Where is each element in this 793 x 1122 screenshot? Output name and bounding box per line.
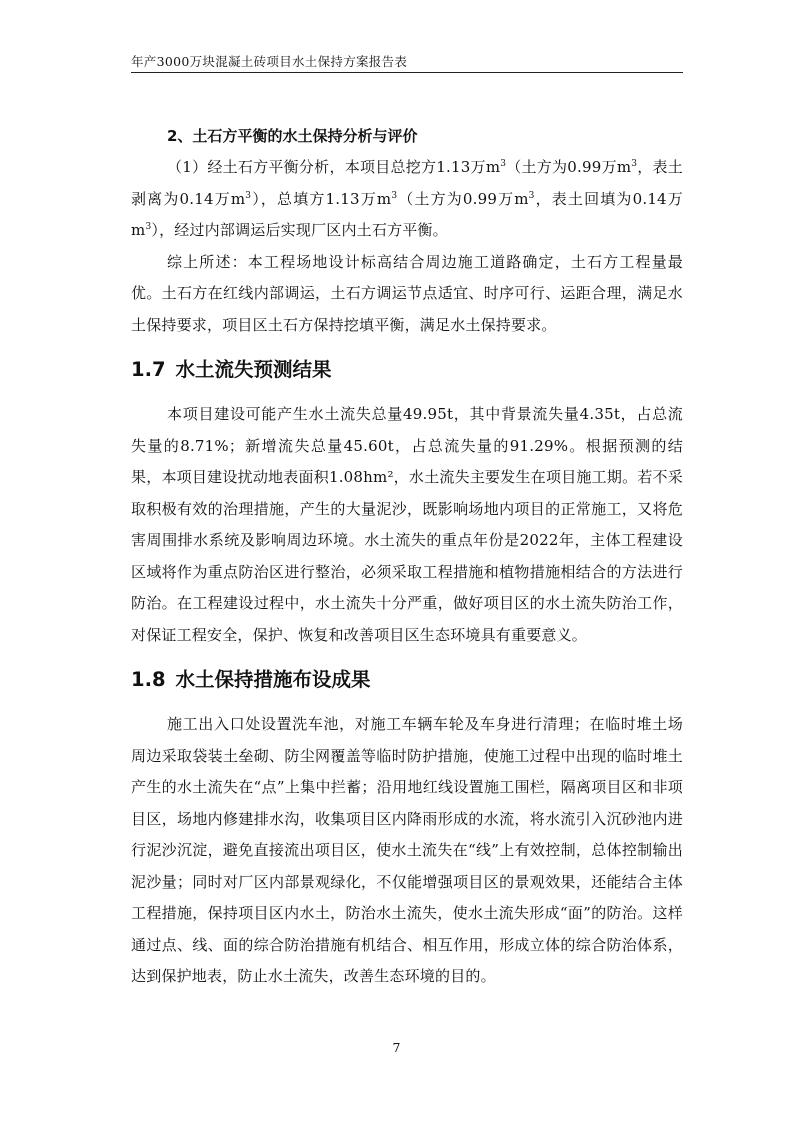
sub-section-heading: 2、土石方平衡的水土保持分析与评价 bbox=[167, 127, 418, 145]
text-run: ，表土回填为0.14万m bbox=[131, 189, 683, 239]
section-1-8-body: 施工出入口处设置洗车池，对施工车辆车轮及车身进行清理；在临时堆土场周边采取袋装土垒砌、防尘网覆盖等临时防护措施，使施工过程中出现的临时堆土产生的水土流失在“点”上集中拦蓄；沿用地红线设置施工围栏，隔离项目区和非项目区，场地内修建排水沟，收集项目区内降雨形成的水流，将水流引入沉砂池内进行泥沙沉淀，避免直接流出项目区，使水土流失在“线”上有效控制，总体控制输出泥沙量；同时对厂区内部景观绿化，不仅能增强项目区的景观效果，还能结合主体工程措施，保持项目区内水土，防治水土流失，使水土流失形成“面”的防治。这样通过点、线、面的综合防治措施有机结合、相互作用，形成立体的综合防治体系，达到保护地表，防止水土流失，改善生态环境的目的。 bbox=[131, 715, 683, 985]
earthwork-paragraph bbox=[131, 152, 683, 247]
page-number: 7 bbox=[392, 1040, 401, 1055]
text-run: ，表土剥离为0.14万m bbox=[131, 158, 683, 208]
superscript: 3 bbox=[500, 159, 507, 169]
text-run: ），总填方1.13万m bbox=[251, 189, 392, 208]
superscript: 3 bbox=[391, 190, 398, 201]
superscript: 3 bbox=[245, 190, 252, 201]
section-1-7-body: 本项目建设可能产生水土流失总量49.95t，其中背景流失量4.35t，占总流失量的8.71%；新增流失总量45.60t，占总流失量的91.29%。根据预测的结果，本项目建设扰动地表面积1.08hm²，水土流失主要发生在项目施工期。若不采取积极有效的治理措施，产生的大量泥沙，既影响场地内项目的正常施工，又将危害周围排水系统及影响周边环境。水土流失的重点年份是2022年，主体工程建设区域将作为重点防治区进行整治，必须采取工程措施和植物措施相结合的方法进行防治。在工程建设过程中，水土流失十分严重，做好项目区的水土流失防治工作，对保证工程安全，保护、恢复和改善项目区生态环境具有重要意义。 bbox=[131, 405, 683, 644]
text-run: （土方为0.99万m bbox=[506, 158, 632, 176]
section-title: 水土保持措施布设成果 bbox=[175, 668, 371, 691]
summary-paragraph: 综上所述：本工程场地设计标高结合周边施工道路确定，土石方工程量最优。土石方在红线内部调运，土石方调运节点适宜、时序可行、运距合理，满足水土保持要求，项目区土石方保持挖填平衡，满足水土保持要求。 bbox=[131, 252, 683, 334]
section-heading-1-8 bbox=[131, 665, 683, 695]
text-run: （土方为0.99万m bbox=[397, 189, 529, 208]
section-title: 水土流失预测结果 bbox=[175, 358, 332, 381]
text-run: ），经过内部调运后实现厂区内土石方平衡。 bbox=[151, 221, 448, 239]
superscript: 3 bbox=[145, 222, 152, 232]
header-rule bbox=[131, 72, 683, 73]
superscript: 3 bbox=[528, 190, 535, 201]
section-heading-1-7 bbox=[131, 355, 683, 385]
text-run: （1）经土石方平衡分析，本项目总挖方1.13万m bbox=[167, 158, 501, 176]
section-number: 1.7 bbox=[131, 358, 166, 381]
superscript: 3 bbox=[631, 159, 638, 169]
page-header: 年产3000万块混凝土砖项目水土保持方案报告表 bbox=[131, 54, 408, 69]
section-number: 1.8 bbox=[131, 668, 166, 691]
page-content bbox=[131, 120, 683, 993]
